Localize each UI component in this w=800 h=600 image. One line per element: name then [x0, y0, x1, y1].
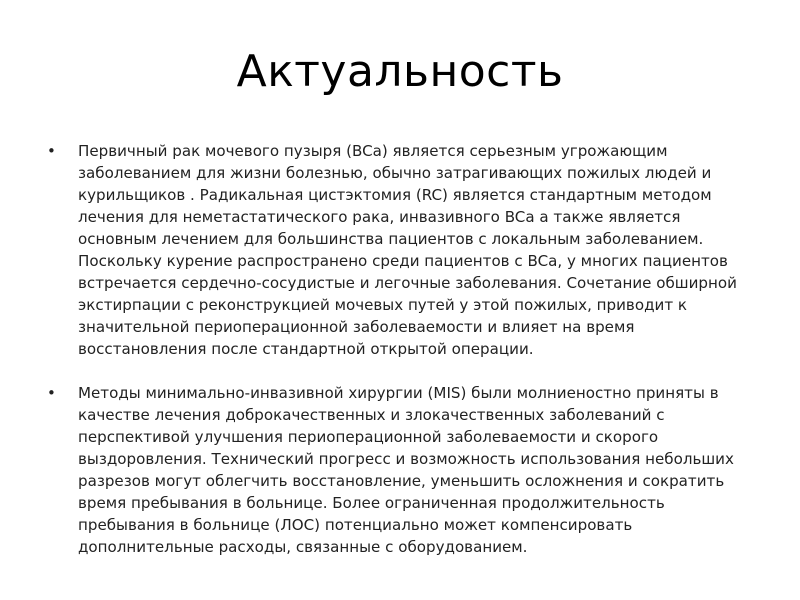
slide-title: Актуальность	[236, 46, 564, 97]
bullet-text: Методы минимально-инвазивной хирургии (MIS) были молниеностно приняты в качестве лечения доброкачественных и злокачественных заболеваний с перспективой улучшения периоперационной заболеваемости и скорого выздоровления. Технический прогресс и возможность использования небольших разрезов могут облегчить восстановление, уменьшить осложнения и сократить время пребывания в больнице. Более ограниченная продолжительность пребывания в больнице (ЛОС) потенциально может компенсировать дополнительные расходы, связанные с оборудованием.	[78, 384, 734, 556]
bullet-list	[44, 140, 760, 580]
bullet-text: Первичный рак мочевого пузыря (BCa) является серьезным угрожающим заболеванием для жизни болезнью, обычно затрагивающих пожилых людей и курильщиков . Радикальная цистэктомия (RC) является стандартным методом лечения для неметастатического рака, инвазивного BCa а также является основным лечением для большинства пациентов с локальным заболеванием. Поскольку курение распространено среди пациентов с BCa, у многих пациентов встречается сердечно-сосудистые и легочные заболевания. Сочетание обширной экстирпации с реконструкцией мочевых путей у этой пожилых, приводит к значительной периоперационной заболеваемости и влияет на время восстановления после стандартной открытой операции.	[78, 142, 737, 358]
bullet-item	[44, 140, 760, 360]
bullet-dot-icon: •	[47, 384, 56, 402]
bullet-item	[44, 382, 760, 558]
bullet-dot-icon: •	[47, 142, 56, 160]
